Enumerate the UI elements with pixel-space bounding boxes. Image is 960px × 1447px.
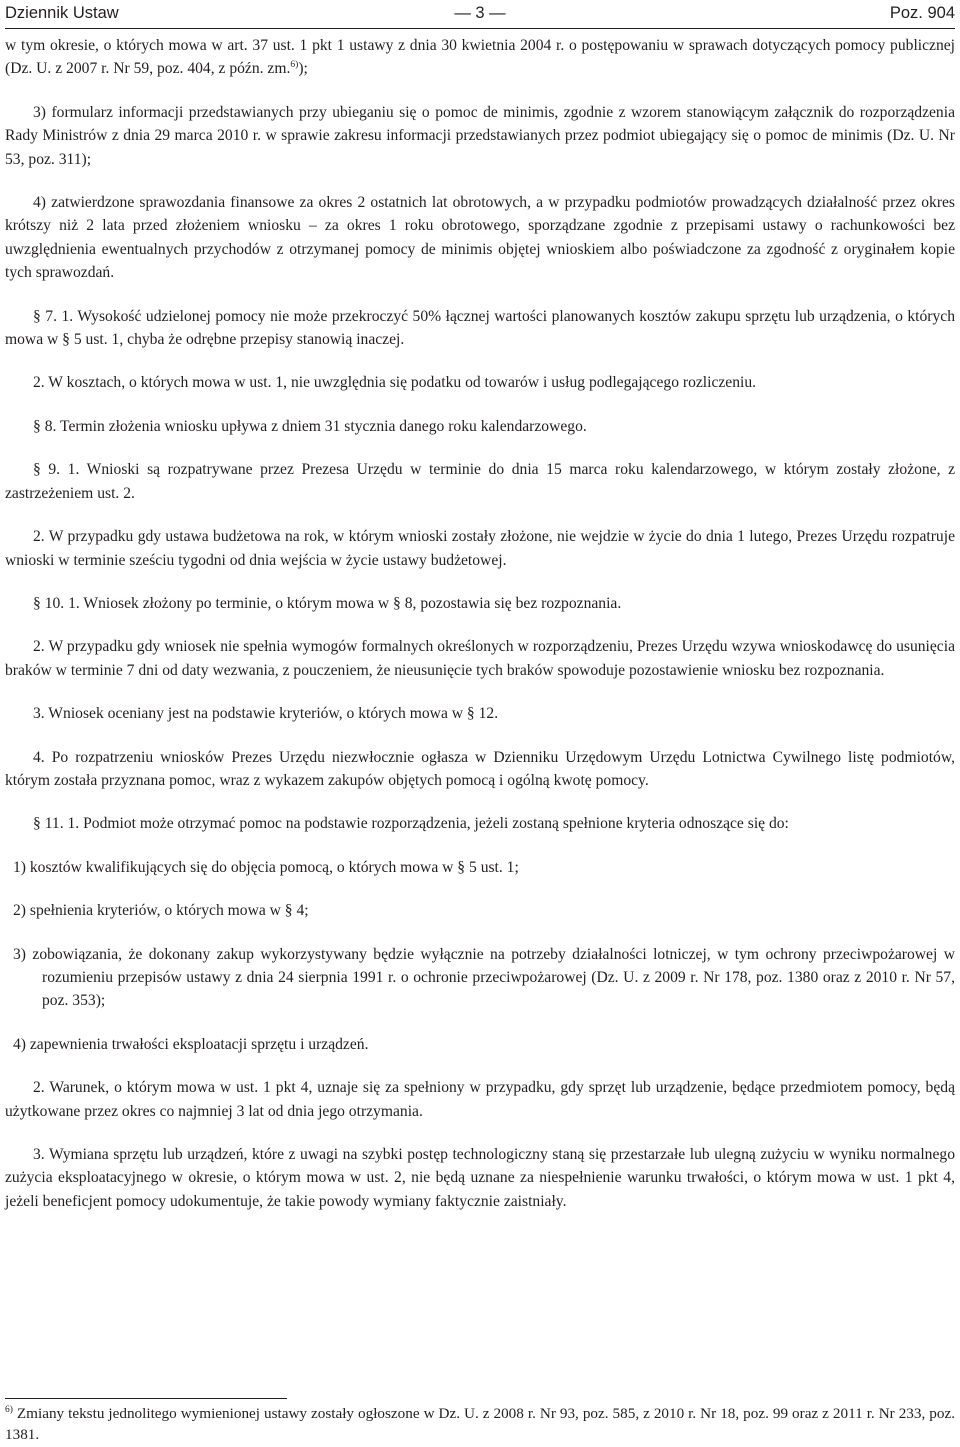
section-7-2: 2. W kosztach, o których mowa w ust. 1, nie uwzględnia się podatku od towarów i usług podlegającego rozliczeniu.: [33, 374, 757, 392]
section-9-1: § 9. 1. Wnioski są rozpatrywane przez Prezesa Urzędu w terminie do dnia 15 marca roku kalendarzowego, w którym zostały złożone, z zastrzeżeniem ust. 2.: [5, 461, 955, 502]
section-9-2: 2. W przypadku gdy ustawa budżetowa na rok, w którym wnioski zostały złożone, nie wejdzie w życie do dnia 1 lutego, Prezes Urzędu rozpatruje wnioski w terminie sześciu tygodni od dnia wejścia w życie ustawy budżetowej.: [5, 528, 955, 569]
section-11-1: § 11. 1. Podmiot może otrzymać pomoc na podstawie rozporządzenia, jeżeli zostaną spełnione kryteria odnoszące się do:: [33, 815, 789, 833]
section-10-1: § 10. 1. Wniosek złożony po terminie, o którym mowa w § 8, pozostawia się bez rozpoznania.: [33, 594, 622, 612]
journal-title: Dziennik Ustaw: [5, 4, 119, 22]
footnote-ref: 6): [290, 60, 299, 71]
footnote: [5, 1403, 955, 1445]
section-7-1: § 7. 1. Wysokość udzielonej pomocy nie może przekroczyć 50% łącznej wartości planowanych kosztów zakupu sprzętu lub urządzenia, o których mowa w § 5 ust. 1, chyba że odrębne przepisy stanowią inaczej.: [5, 307, 955, 349]
section-10-3: 3. Wniosek oceniany jest na podstawie kryteriów, o których mowa w § 12.: [33, 705, 499, 723]
section-11-2: 2. Warunek, o którym mowa w ust. 1 pkt 4, uznaje się za spełniony w przypadku, gdy sprzęt lub urządzenie, będące przedmiotem pomocy, będą użytkowane przez okres co najmniej 3 lat od dnia jego otrzymania.: [5, 1079, 955, 1120]
paragraph-text-tail: );: [298, 60, 308, 78]
paragraph-continuation: [5, 34, 955, 81]
document-body: [5, 34, 955, 1233]
criteria-item-2: 2) spełnienia kryteriów, o których mowa w § 4;: [13, 902, 309, 920]
page-header: [5, 2, 955, 28]
paragraph-text: w tym okresie, o których mowa w art. 37 ust. 1 pkt 1 ustawy z dnia 30 kwietnia 2004 r. o postępowaniu w sprawach dotyczących pomocy publicznej (Dz. U. z 2007 r. Nr 59, poz. 404, z późn. zm.: [5, 37, 955, 78]
section-10-2: 2. W przypadku gdy wniosek nie spełnia wymogów formalnych określonych w rozporządzeniu, Prezes Urzędu wzywa wnioskodawcę do usunięcia braków w terminie 7 dni od daty wezwania, z pouczeniem, że nieusunięcie tych braków spowoduje pozostawienie wniosku bez rozpoznania.: [5, 638, 955, 679]
footnote-text: Zmiany tekstu jednolitego wymienionej ustawy zostały ogłoszone w Dz. U. z 2008 r. Nr 93, poz. 585, z 2010 r. Nr 18, poz. 99 oraz z 2011 r. Nr 233, poz. 1381.: [5, 1405, 955, 1443]
section-11-3: 3. Wymiana sprzętu lub urządzeń, które z uwagi na szybki postęp technologiczny staną się przestarzałe lub ulegną zużyciu w wyniku normalnego zużycia eksploatacyjnego w okresie, o którym mowa w ust. 2, nie będą uznane za niespełnienie warunku trwałości, o którym mowa w ust. 1 pkt 4, jeżeli beneficjent pomocy udokumentuje, że takie powody wymiany faktycznie zaistniały.: [5, 1146, 955, 1210]
criteria-item-1: 1) kosztów kwalifikujących się do objęcia pomocą, o których mowa w § 5 ust. 1;: [13, 858, 519, 876]
header-divider: [5, 28, 955, 29]
footnote-marker: 6): [5, 1404, 13, 1415]
position-number: Poz. 904: [889, 4, 955, 22]
list-item-3: 3) formularz informacji przedstawianych przy ubieganiu się o pomoc de minimis, zgodnie z wzorem stanowiącym załącznik do rozporządzenia Rady Ministrów z dnia 29 marca 2010 r. w sprawie zakresu informacji przedstawianych przez podmiot ubiegający się o pomoc de minimis (Dz. U. Nr 53, poz. 311);: [5, 103, 955, 168]
criteria-item-3: 3) zobowiązania, że dokonany zakup wykorzystywany będzie wyłącznie na potrzeby działalności lotniczej, w tym ochrony przeciwpożarowej w rozumieniu przepisów ustawy z dnia 24 sierpnia 1991 r. o ochronie przeciwpożarowej (Dz. U. z 2009 r. Nr 178, poz. 1380 oraz z 2010 r. Nr 57, poz. 353);: [13, 945, 955, 1010]
section-10-4: 4. Po rozpatrzeniu wniosków Prezes Urzędu niezwłocznie ogłasza w Dzienniku Urzędowym Urzędu Lotnictwa Cywilnego listę podmiotów, którym została przyznana pomoc, wraz z wykazem zakupów objętych pomocą i ogólną kwotę pomocy.: [5, 748, 955, 789]
criteria-item-4: 4) zapewnienia trwałości eksploatacji sprzętu i urządzeń.: [13, 1035, 369, 1053]
footnote-divider: [5, 1398, 287, 1399]
page-number: — 3 —: [454, 4, 506, 22]
section-8: § 8. Termin złożenia wniosku upływa z dniem 31 stycznia danego roku kalendarzowego.: [33, 417, 587, 435]
list-item-4: 4) zatwierdzone sprawozdania finansowe za okres 2 ostatnich lat obrotowych, a w przypadku podmiotów prowadzących działalność przez okres krótszy niż 2 lata przed złożeniem wniosku – za okres 1 roku obrotowego, sporządzane zgodnie z przepisami ustawy o rachunkowości bez uwzględnienia ewentualnych przychodów z otrzymanej pomocy de minimis objętej wnioskiem albo poświadczone za zgodność z oryginałem kopie tych sprawozdań.: [5, 194, 955, 282]
